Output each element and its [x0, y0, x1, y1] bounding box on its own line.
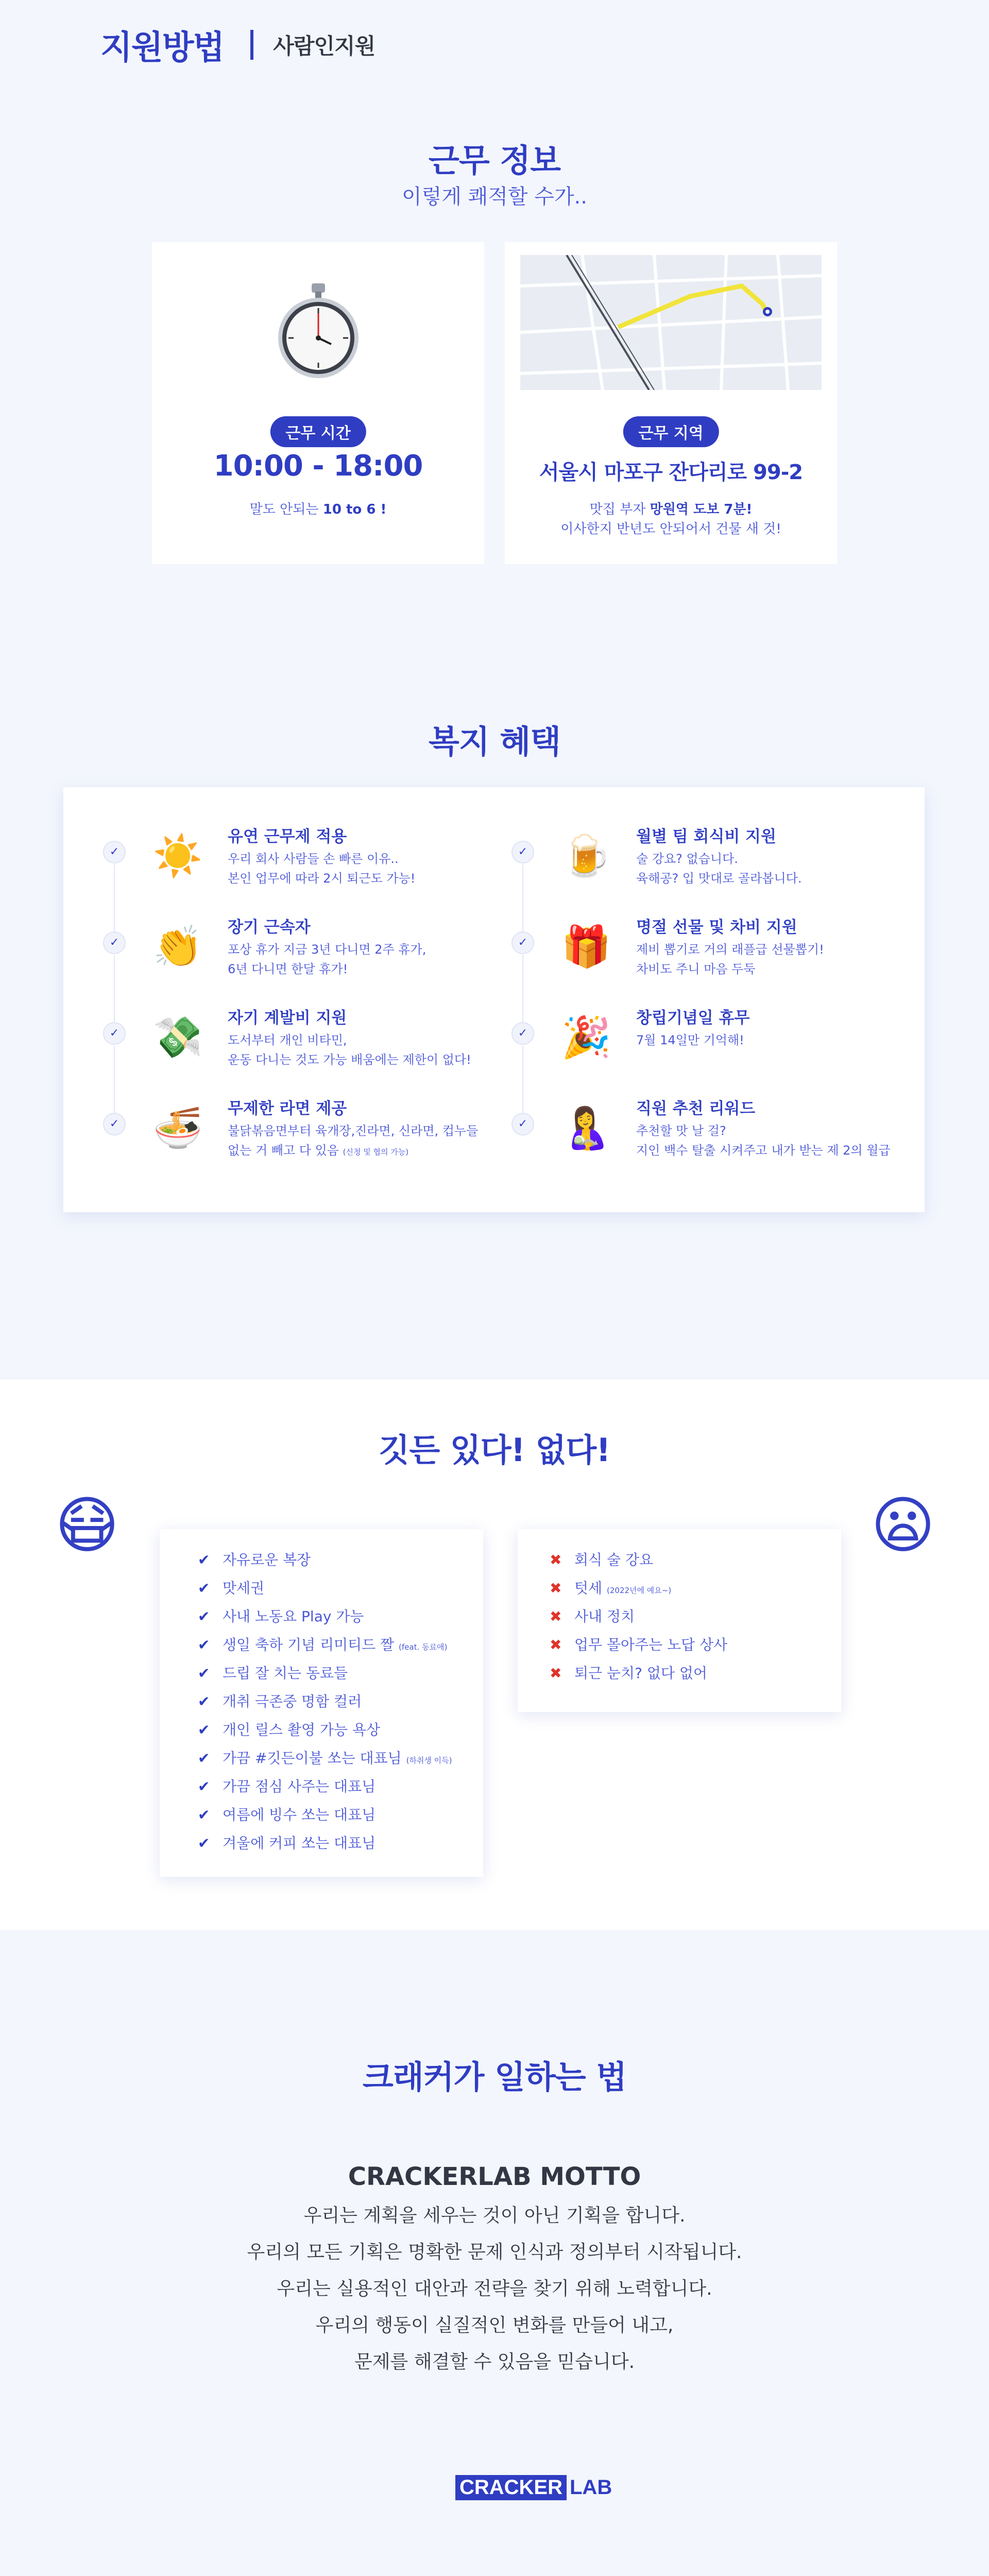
welfare-item-desc: [636, 1121, 891, 1160]
welfare-item-title: 창립기념일 휴무: [636, 1009, 750, 1027]
speech-tail-right: [841, 1529, 862, 1550]
x-icon: ✖: [550, 1636, 562, 1653]
no-item-note: (2022년에 예요~): [607, 1586, 672, 1595]
check-circle-icon: ✓: [103, 931, 126, 954]
work-location-card: [505, 242, 837, 564]
check-icon: ✔: [198, 1835, 210, 1852]
crackerlab-logo: [455, 2473, 612, 2502]
welfare-item-title: 유연 근무제 적용: [228, 827, 347, 846]
welfare-item-title: 자기 계발비 지원: [228, 1009, 347, 1027]
yes-item-text: 자유로운 복장: [223, 1551, 311, 1568]
check-icon: ✔: [198, 1778, 210, 1795]
check-circle-icon: ✓: [103, 1113, 126, 1136]
x-icon: ✖: [550, 1665, 562, 1682]
motto-line: 우리의 모든 기획은 명확한 문제 인식과 정의부터 시작됩니다.: [247, 2242, 742, 2263]
welfare-desc-small: (신청 및 협의 가능): [343, 1147, 409, 1157]
yes-item-note: (하취생 이득): [406, 1756, 452, 1765]
motto-line: 문제를 해결할 수 있음을 믿습니다.: [354, 2351, 635, 2372]
check-circle-icon: ✓: [103, 841, 126, 863]
sun-icon: ☀️: [152, 833, 203, 879]
yes-list-item: [198, 1829, 452, 1857]
welfare-item-desc: [636, 1030, 744, 1050]
gift-icon: 🎁: [561, 924, 611, 970]
x-icon: ✖: [550, 1551, 562, 1568]
welfare-item-title: 무제한 라면 제공: [228, 1099, 347, 1118]
welfare-item: [511, 914, 913, 1005]
welfare-item-desc: [228, 940, 426, 979]
yes-item-text: 생일 축하 기념 리미티드 짤: [223, 1636, 399, 1653]
welfare-desc-line: 우리 회사 사람들 손 빠른 이유..: [228, 852, 399, 866]
yes-list-item: [198, 1687, 452, 1716]
welfare-item: [511, 823, 913, 914]
location-map[interactable]: [520, 255, 822, 390]
work-location-badge: 근무 지역: [623, 416, 719, 447]
yes-list-item: [198, 1546, 452, 1574]
money-wings-icon: 💸: [152, 1014, 203, 1061]
welfare-desc-line: 추천할 맛 날 걸?: [636, 1124, 726, 1138]
no-list-item: [550, 1631, 727, 1659]
yes-list-item: [198, 1772, 452, 1801]
yes-item-text: 가끔 #깃든이불 쏘는 대표님: [223, 1750, 406, 1767]
culture-title: 크래커가 일하는 법: [362, 2058, 627, 2096]
check-icon: ✔: [198, 1806, 210, 1823]
welfare-desc-line: 운동 다니는 것도 가능 배움에는 제한이 없다!: [228, 1053, 471, 1067]
yes-list-item: [198, 1659, 452, 1687]
check-circle-icon: ✓: [511, 1022, 534, 1045]
check-circle-icon: ✓: [511, 841, 534, 863]
work-time-note-text: 말도 안되는: [249, 502, 323, 517]
no-item-text: 업무 몰아주는 노답 상사: [574, 1636, 728, 1653]
header-divider: [250, 30, 253, 60]
motto-title: CRACKERLAB MOTTO: [348, 2162, 641, 2191]
header-title: 지원방법: [100, 29, 224, 67]
welfare-card: [63, 787, 925, 1212]
check-icon: ✔: [198, 1636, 210, 1653]
yes-list-item: [198, 1801, 452, 1829]
yes-item-text: 드립 잘 치는 동료들: [223, 1665, 348, 1682]
welfare-desc-line: 술 강요? 없습니다.: [636, 852, 738, 866]
check-icon: ✔: [198, 1580, 210, 1597]
stopwatch-icon: [275, 282, 362, 380]
check-icon: ✔: [198, 1608, 210, 1625]
work-location-note-2: 이사한지 반년도 안되어서 건물 새 것!: [560, 521, 781, 537]
check-circle-icon: ✓: [511, 1113, 534, 1136]
yes-list-item: [198, 1716, 452, 1744]
welfare-desc-line: 본인 업무에 따라 2시 퇴근도 가능!: [228, 871, 416, 886]
no-item-text: 회식 술 강요: [574, 1551, 654, 1568]
motto-line: 우리는 실용적인 대안과 전략을 찾기 위해 노력합니다.: [277, 2278, 712, 2299]
welfare-item: [511, 1005, 913, 1095]
welfare-item: [103, 823, 505, 914]
work-time-note: [152, 499, 484, 518]
yes-item-text: 개인 릴스 촬영 가능 욕상: [223, 1721, 381, 1738]
welfare-item-title: 직원 추천 리워드: [636, 1099, 756, 1118]
yes-item-text: 개취 극존중 명함 컬러: [223, 1693, 362, 1710]
logo-box-text: CRACKER: [455, 2475, 567, 2500]
welfare-item: [103, 914, 505, 1005]
page-header: [100, 22, 375, 68]
welfare-desc-line: 7월 14일만 기억해!: [636, 1033, 744, 1047]
motto-line: 우리는 계획을 세우는 것이 아닌 기획을 합니다.: [303, 2205, 686, 2226]
no-list: [550, 1546, 727, 1687]
no-item-text: 퇴근 눈치? 없다 없어: [574, 1665, 707, 1682]
x-icon: ✖: [550, 1580, 562, 1597]
speech-tail-left: [139, 1529, 160, 1550]
ramen-icon: 🍜: [152, 1105, 203, 1151]
yes-list-box: [160, 1529, 483, 1877]
location-note-bold: 망원역 도보 7분!: [650, 502, 753, 517]
yes-list-item: [198, 1602, 452, 1631]
check-icon: ✔: [198, 1665, 210, 1682]
welfare-desc-line: 불닭볶음면부터 육개장,진라면, 신라면, 컵누들: [228, 1124, 479, 1138]
welfare-item-desc: [636, 940, 824, 979]
welfare-item: [511, 1095, 913, 1186]
no-list-box: [518, 1529, 841, 1712]
welfare-item-title: 장기 근속자: [228, 918, 311, 937]
check-icon: ✔: [198, 1750, 210, 1767]
welfare-desc-line: 육해공? 입 맛대로 골라봅니다.: [636, 871, 802, 886]
check-icon: ✔: [198, 1693, 210, 1710]
work-location-note-1: [505, 499, 837, 518]
welfare-section-title: 복지 혜택: [428, 723, 561, 760]
check-icon: ✔: [198, 1551, 210, 1568]
welfare-desc-line: 없는 거 빼고 다 있음 (신청 및 협의 가능): [228, 1143, 409, 1158]
no-list-item: [550, 1546, 727, 1574]
header-subtitle: 사람인지원: [273, 33, 376, 59]
yes-no-title: 깃든 있다! 없다!: [379, 1431, 610, 1469]
no-list-item: [550, 1602, 727, 1631]
welfare-item: [103, 1095, 505, 1186]
work-time-note-bold: 10 to 6 !: [322, 502, 387, 517]
yes-item-text: 겨울에 커피 쏘는 대표님: [223, 1835, 376, 1852]
yes-item-text: 맛세권: [223, 1580, 265, 1597]
yes-list: [198, 1546, 452, 1857]
welfare-item-desc: [228, 1121, 478, 1162]
woman-baby-icon: 🤱: [561, 1105, 611, 1151]
no-list-item: [550, 1659, 727, 1687]
welfare-desc-line: 제비 뽑기로 거의 래플급 선물뽑기!: [636, 942, 824, 957]
yes-item-text: 사내 노동요 Play 가능: [223, 1608, 364, 1625]
party-popper-icon: 🎉: [561, 1014, 611, 1061]
welfare-desc-line: 도서부터 개인 비타민,: [228, 1033, 347, 1047]
welfare-item-desc: [636, 849, 802, 888]
welfare-desc-line: 차비도 주니 마음 두둑: [636, 962, 756, 976]
check-circle-icon: ✓: [103, 1022, 126, 1045]
welfare-item: [103, 1005, 505, 1095]
beer-icon: 🍺: [561, 833, 611, 879]
welfare-item-desc: [228, 1030, 471, 1070]
worried-face-icon: 😦: [871, 1490, 935, 1562]
logo-tail-text: LAB: [570, 2476, 612, 2499]
welfare-desc-line: 지인 백수 탈출 시켜주고 내가 받는 제 2의 월급: [636, 1143, 891, 1158]
yes-item-note: (feat. 동료애): [399, 1642, 448, 1652]
welfare-item-title: 월별 팀 회식비 지원: [636, 827, 776, 846]
face-mask-icon: 😷: [55, 1490, 120, 1562]
yes-item-text: 가끔 점심 사주는 대표님: [223, 1778, 376, 1795]
welfare-item-title: 명절 선물 및 차비 지원: [636, 918, 797, 937]
x-icon: ✖: [550, 1608, 562, 1625]
yes-list-item: [198, 1574, 452, 1602]
welfare-desc-line: 포상 휴가 지금 3년 다니면 2주 휴가,: [228, 942, 427, 957]
work-time-badge: 근무 시간: [270, 416, 366, 447]
check-circle-icon: ✓: [511, 931, 534, 954]
location-note-text: 맛집 부자: [589, 502, 650, 517]
work-section-title: 근무 정보: [428, 142, 561, 179]
check-icon: ✔: [198, 1721, 210, 1738]
no-item-text: 텃세: [574, 1580, 607, 1597]
clapping-hands-icon: 👏: [152, 924, 203, 970]
yes-item-text: 여름에 빙수 쏘는 대표님: [223, 1806, 376, 1823]
yes-list-item: [198, 1631, 452, 1659]
work-time-card: [152, 242, 484, 564]
welfare-desc-line: 6년 다니면 한달 휴가!: [228, 962, 348, 976]
yes-list-item: [198, 1744, 452, 1772]
welfare-item-desc: [228, 849, 415, 888]
work-location-value: 서울시 마포구 잔다리로 99-2: [539, 461, 803, 484]
work-section-subtitle: 이렇게 쾌적할 수가..: [402, 185, 587, 209]
work-time-value: 10:00 - 18:00: [213, 449, 423, 483]
motto-line: 우리의 행동이 실질적인 변화를 만들어 내고,: [315, 2315, 674, 2336]
no-item-text: 사내 정치: [574, 1608, 635, 1625]
no-list-item: [550, 1574, 727, 1602]
